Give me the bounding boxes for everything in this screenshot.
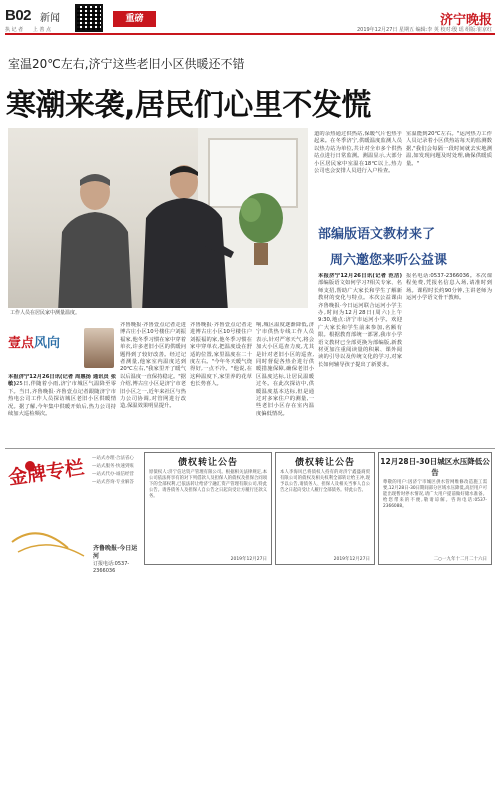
notice-water-pressure xyxy=(378,452,492,565)
newspaper-logo: 济宁晚报 xyxy=(439,13,492,28)
sub-story-column-2: 报名电话:0537-2366036。本次课程免费,凭报名信息入场,请准时到场。课程时长约90分钟,主讲老师为运河小学语文骨干教师。 xyxy=(406,273,492,302)
gold-line: —站式办理·合法省心 xyxy=(92,456,134,461)
notice-date: 二○一九年十二月二十六日 xyxy=(433,557,487,562)
column-text xyxy=(8,374,116,448)
photo-person-right xyxy=(136,156,236,308)
sub-story-column-1 xyxy=(318,273,402,446)
column-banner-title-blue: 风向 xyxy=(34,336,61,351)
columnist-portrait xyxy=(84,328,114,368)
article-column-2: 齐鲁晚报·齐鲁壹点记者走进博古庄小区10号楼住户刘振福的家,他冬季习惯在家中穿单衣,把温度设在舒适的位置,家里温度在二十度左右。"今年冬天暖气烧得好,一点不冷。"他说,在这种温度下,家里养的花草也长势喜人。 xyxy=(190,322,252,388)
header-meta: 2019年12月27日 星期五 编辑:李 英 校对:殷 瑶 组版:崔京红 xyxy=(356,27,492,33)
column-banner-title-red: 壹点 xyxy=(8,336,35,351)
notice-body: 原债权人:济宁信达资产管理有限公司。根据相关法律规定,本公司依法将享有的对下列借款人及担保人的债权及担保合同项下的全部权利,已依法转让给济宁融汇资产管理有限公司,特此公告。请各债务人及担保人自公告之日起向受让方履行还款义务。 xyxy=(149,470,267,499)
notice-title: 债权转让公告 xyxy=(177,458,238,468)
sub-story-byline: 本报济宁12月26日讯(记者 范洁) xyxy=(318,273,402,279)
gold-line: —站式咨询·专业解答 xyxy=(92,480,134,485)
sub-label: 执 记 者 xyxy=(5,27,24,33)
notice-date: 2019年12月27日 xyxy=(333,557,370,562)
column-banner-title xyxy=(8,332,60,351)
section-title: 新闻 xyxy=(40,13,60,24)
article-photo xyxy=(8,128,308,308)
notice-debt-transfer-1 xyxy=(144,452,272,565)
notice-debt-transfer-2 xyxy=(275,452,375,565)
column-body: 25日,伴随着小雨,济宁市城区气温降至零下。当日,齐鲁晚报·齐鲁壹点记者跟随济宁市热电公司工作人员探访城区老旧小区供暖情况。据了解,今年集中供暖开始后,热力公司持续加大巡检频次。 xyxy=(8,381,116,418)
ads-divider xyxy=(5,448,495,449)
page-number: B02 xyxy=(5,7,32,24)
article-kicker: 室温20℃左右,济宁这些老旧小区供暖还不错 xyxy=(8,57,245,71)
notice-title: 12月28日-30日城区水压降低公告 xyxy=(380,457,490,477)
section-tag: 重磅 xyxy=(113,11,156,27)
gold-line: —站式代办·诚信经营 xyxy=(92,472,134,477)
photo-person-left xyxy=(50,162,140,308)
column-banner xyxy=(8,326,116,372)
gold-column-lines xyxy=(92,455,140,487)
photo-caption: 工作人员在居民家中测量温度。 xyxy=(10,310,81,316)
notice-body: 本人李海风已将债权人持有的对济宁鑫盛商贸有限公司的债权及相关权利全部转让给王冲,现予以公告,请债务人、担保人及相关当事人自公告之日起向受让人履行全部债务。特此公告。 xyxy=(280,470,370,493)
header-sub-labels xyxy=(5,26,59,33)
photo-plant xyxy=(236,188,286,268)
sub-label: 上 善 点 xyxy=(32,27,51,33)
gold-line: —站式服务·快速到账 xyxy=(92,464,134,469)
article-headline: 寒潮来袭,居民们心里不发慌 xyxy=(6,88,371,123)
column-byline: 本报济宁12月26日讯(记者 周惠扬 通讯员 张敏) xyxy=(8,374,116,388)
sub-story-body: 部编版语文如何学习?相关专家、名师支招,帮助广大家长和学生了解新教材的变化与特点。本次公益课由齐鲁晚报·今日运河联合运河小学主办,时间为12月28日(周六)上午9:30,地点:济宁市运河小学。欢迎广大家长和学生前来参加,名额有限。根据教育部统一部署,我市小学语文教材已全部更换为部编版,新教材更加注重阅读量的积累、课外阅读的引导以及传统文化的学习,对家长如何辅导孩子提出了新要求。 xyxy=(318,280,402,368)
notice-date: 2019年12月27日 xyxy=(230,557,267,562)
sub-story-headline-1: 部编版语文教材来了 xyxy=(318,227,436,242)
gold-column-footer xyxy=(93,545,143,575)
gold-footer-phone: 订报电话:0537-2366036 xyxy=(93,561,130,574)
gold-footer-title: 齐鲁晚报·今日运河 xyxy=(93,545,138,560)
qr-code-icon xyxy=(75,4,103,32)
article-column-5: 室温能到20℃左右。"运河热力工作人员记录着小区供热站每天的监测数据,"我们会每隔一段时间就去实地测温,如发现问题及时处理,确保供暖质量。" xyxy=(406,131,492,167)
notice-title: 债权转让公告 xyxy=(294,458,355,468)
notice-body: 尊敬的用户:因济宁市城区供水管网维修改造施工需要,12月28日-30日期间部分区域水压降低,高层用户可能出现暂时停水情况,请广大用户提前做好储水准备。给您带来的不便,敬请谅解。咨询电话:0537-2366088。 xyxy=(383,480,487,509)
header-divider xyxy=(5,33,495,35)
article-column-4: 道的余热通过供热站,保暖气片也热乎起来。在冬季济宁,供暖温度监测人员以热力站为单位,共计对全市多个供热站点进行日常监测。测温显示,大部分小区居民家中室温在18℃以上,热力公司也会安排人员进行入户检查。 xyxy=(314,131,402,175)
article-column-3: 响,城区温度逐渐降低,济宁市供热专线工作人员表示,针对严寒天气,将会加大小区巡查力度,尤其是针对老旧小区的巡查,同时督促各热企进行供暖措施保障,确保老旧小区温度达标,让居民温暖过冬。在此次探访中,供暖温度基本达标,但是通过对多家住户的测量,一些老旧小区存在室内温度偏低情况。 xyxy=(256,322,314,417)
article-column-1: 齐鲁晚报·齐鲁壹点记者走进博古庄小区10号楼住户刘振福家,他冬季习惯在家中穿着单衣,许多老旧小区的供暖问题得到了较好改善。经过记者测量,他家室内温度达到20℃左右,"我家里开了暖气以后温度一直保持稳定。"据介绍,博古庄小区是济宁市老旧小区之一,近年来社区与热力公司协调,对管网进行改造,保温效果明显提升。 xyxy=(120,322,186,410)
sub-story-headline-2: 周六邀您来听公益课 xyxy=(330,253,448,268)
gold-column-title: 金牌专栏 xyxy=(7,456,86,490)
